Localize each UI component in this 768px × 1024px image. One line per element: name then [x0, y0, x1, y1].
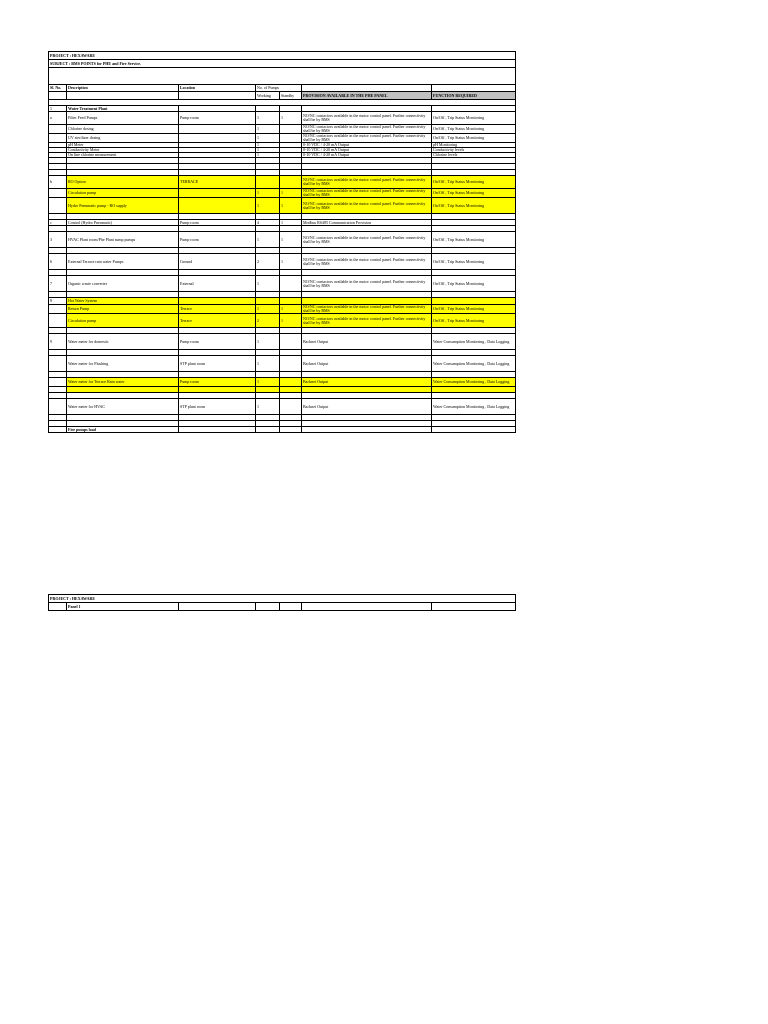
header-function: FUNCTION REQUIRED [432, 92, 516, 100]
row-working: 1 [256, 125, 280, 134]
row-slno: 6 [49, 254, 67, 270]
table-row [49, 232, 516, 248]
row-provision [302, 427, 432, 433]
table-row [49, 305, 516, 314]
row-provision: Backnet Output [302, 334, 432, 350]
spacer-row [49, 68, 516, 85]
row-description: On line chlorine measurement [67, 153, 179, 158]
row-description: Fire pumps load [67, 427, 179, 433]
row-slno [49, 198, 67, 214]
row-standby [280, 334, 302, 350]
row-location [179, 427, 256, 433]
row-location: Pump room [179, 220, 256, 226]
row-working: 1 [256, 143, 280, 148]
row-working: 1 [256, 276, 280, 292]
row-location: Pump room [179, 112, 256, 125]
row-standby: 1 [280, 254, 302, 270]
row-slno [49, 356, 67, 372]
row-location: Pump room [179, 232, 256, 248]
row-description: Water meter for HVAC [67, 399, 179, 415]
row-standby: 1 [280, 232, 302, 248]
row-location: TERRACE [179, 176, 256, 189]
panel-row [49, 603, 516, 611]
row-location: STP plant room [179, 399, 256, 415]
row-function: Conductivity levels [432, 148, 516, 153]
row-slno: b [49, 176, 67, 189]
row-working: 2 [256, 254, 280, 270]
project-title: PROJECT : HEXAWARE [49, 52, 516, 60]
row-standby [280, 378, 302, 387]
row-description: Water Treatment Plant [67, 106, 179, 112]
row-function: On/Off , Trip Status Monitoring [432, 198, 516, 214]
row-standby [280, 125, 302, 134]
subject-row [49, 60, 516, 68]
subheader-row [49, 92, 516, 100]
row-slno [49, 305, 67, 314]
row-function: On/Off , Trip Status Monitoring [432, 254, 516, 270]
row-standby [280, 356, 302, 372]
row-slno [49, 134, 67, 143]
row-provision [302, 298, 432, 305]
row-working: 1 [256, 399, 280, 415]
row-location [179, 125, 256, 134]
row-description: Water meter for Flushing [67, 356, 179, 372]
row-provision: NO/NC contactors available in the motor control panel. Further connectivity shall be by BMS [302, 314, 432, 328]
subject-title: SUBJECT : BMS POINTS for PHE and Fire Service. [49, 60, 516, 68]
row-working: 2 [256, 314, 280, 328]
row-standby [280, 176, 302, 189]
table-row [49, 427, 516, 433]
row-slno [49, 399, 67, 415]
row-slno: c [49, 220, 67, 226]
row-function: On/Off , Trip Status Monitoring [432, 276, 516, 292]
project-row [49, 52, 516, 60]
row-function: pH Monitoring [432, 143, 516, 148]
table-row [49, 298, 516, 305]
row-working: 1 [256, 198, 280, 214]
row-function: On/Off , Trip Status Monitoring [432, 125, 516, 134]
row-working [256, 176, 280, 189]
table-row [49, 378, 516, 387]
row-provision: Backnet Output [302, 378, 432, 387]
header-pumps: No. of Pumps [256, 85, 302, 92]
table-row [49, 125, 516, 134]
row-standby: 1 [280, 189, 302, 198]
row-provision: Modbus RS485 Communication Provision [302, 220, 432, 226]
row-location [179, 189, 256, 198]
row-slno: 7 [49, 276, 67, 292]
row-working: 1 [256, 112, 280, 125]
row-description: UV sterilizer dosing [67, 134, 179, 143]
row-working [256, 427, 280, 433]
header-working: Working [256, 92, 280, 100]
row-function: On/Off , Trip Status Monitoring [432, 189, 516, 198]
row-description: Control (Hydro Pneumatic) [67, 220, 179, 226]
row-standby: 1 [280, 305, 302, 314]
row-description: Organic waste converter [67, 276, 179, 292]
row-working: 1 [256, 305, 280, 314]
row-description: Water meter for Terrace Rain water [67, 378, 179, 387]
row-function [432, 298, 516, 305]
row-description: pH Meter [67, 143, 179, 148]
row-location: Ground [179, 254, 256, 270]
row-description: Return Pump [67, 305, 179, 314]
row-description: Hydro Pneumatic pump - RO supply [67, 198, 179, 214]
row-slno [49, 314, 67, 328]
table-row [49, 334, 516, 350]
row-slno [49, 189, 67, 198]
row-description: RO Option [67, 176, 179, 189]
row-working: 1 [256, 378, 280, 387]
row-description: Filter Feed Pumps [67, 112, 179, 125]
row-provision: NO/NC contactors available in the motor control panel. Further connectivity shall be by BMS [302, 254, 432, 270]
table-row [49, 356, 516, 372]
table-row [49, 176, 516, 189]
row-slno [49, 378, 67, 387]
row-provision: 0-10 VDC / 4-20 mA Output [302, 148, 432, 153]
row-location [179, 134, 256, 143]
bms-points-sheet [48, 51, 516, 433]
row-provision: 0-10 VDC / 4-20 mA Output [302, 143, 432, 148]
row-standby: 1 [280, 198, 302, 214]
header-standby: Standby [280, 92, 302, 100]
row-location [179, 198, 256, 214]
table-row [49, 198, 516, 214]
row-provision: NO/NC contactors available in the motor control panel. Further connectivity shall be by BMS [302, 276, 432, 292]
row-working: 1 [256, 134, 280, 143]
header-row [49, 85, 516, 92]
row-provision: NO/NC contactors available in the motor control panel. Further connectivity shall be by BMS [302, 134, 432, 143]
row-standby [280, 134, 302, 143]
row-function: Water Consumption Monitoring , Data Logging [432, 356, 516, 372]
row-standby [280, 399, 302, 415]
row-slno: 1 [49, 106, 67, 112]
row-function: Water Consumption Monitoring , Data Logging [432, 399, 516, 415]
header-location: Location [179, 85, 256, 92]
row-slno [49, 125, 67, 134]
row-location: STP plant room [179, 356, 256, 372]
row-location: Pump room [179, 378, 256, 387]
panel-sheet [48, 594, 516, 611]
row-function: Water Consumption Monitoring , Data Logging [432, 378, 516, 387]
row-working: 1 [256, 189, 280, 198]
row-slno: a [49, 112, 67, 125]
row-standby [280, 298, 302, 305]
row-function: On/Off , Trip Status Monitoring [432, 305, 516, 314]
row-working: 4 [256, 220, 280, 226]
row-provision: NO/NC contactors available in the motor control panel. Further connectivity shall be by BMS [302, 112, 432, 125]
row-function: On/Off , Trip Status Monitoring [432, 176, 516, 189]
project-row [49, 595, 516, 603]
table-row [49, 254, 516, 270]
row-working: 1 [256, 153, 280, 158]
row-standby: 1 [280, 112, 302, 125]
row-working: 1 [256, 232, 280, 248]
table-row [49, 112, 516, 125]
row-function [432, 427, 516, 433]
row-provision: Backnet Output [302, 399, 432, 415]
row-description: Circulation pump [67, 314, 179, 328]
row-working [256, 298, 280, 305]
table-row [49, 134, 516, 143]
row-slno: 8 [49, 298, 67, 305]
row-standby [280, 427, 302, 433]
row-location: Pump room [179, 334, 256, 350]
row-slno [49, 427, 67, 433]
data-rows [49, 106, 516, 433]
header-slno: Sl. No. [49, 85, 67, 92]
row-function: On/Off , Trip Status Monitoring [432, 314, 516, 328]
row-description: HVAC Plant room/Phe Plant sump pumps [67, 232, 179, 248]
row-description: Chlorine dosing [67, 125, 179, 134]
row-location: Terrace [179, 314, 256, 328]
row-standby [280, 276, 302, 292]
row-standby: 1 [280, 220, 302, 226]
row-location [179, 298, 256, 305]
row-provision: NO/NC contactors available in the motor control panel. Further connectivity shall be by BMS [302, 176, 432, 189]
panel-label: Panel 1 [67, 603, 179, 611]
table-row [49, 276, 516, 292]
table-row [49, 314, 516, 328]
row-working: 1 [256, 356, 280, 372]
row-provision: 0-10 VDC / 4-20 mA Output [302, 153, 432, 158]
row-location: Terrace [179, 305, 256, 314]
row-standby: 1 [280, 314, 302, 328]
row-description: Circulation pump [67, 189, 179, 198]
row-provision: NO/NC contactors available in the motor control panel. Further connectivity shall be by BMS [302, 198, 432, 214]
row-function: Water Consumption Monitoring , Data Logging [432, 334, 516, 350]
table-row [49, 399, 516, 415]
row-function: On/Off , Trip Status Monitoring [432, 232, 516, 248]
row-provision: NO/NC contactors available in the motor control panel. Further connectivity shall be by BMS [302, 125, 432, 134]
row-description: Hot Water System [67, 298, 179, 305]
row-description: Conductivity Meter [67, 148, 179, 153]
row-function: On/Off , Trip Status Monitoring [432, 112, 516, 125]
row-slno: 3 [49, 232, 67, 248]
project-title-2: PROJECT : HEXAWARE [49, 595, 516, 603]
row-working: 1 [256, 148, 280, 153]
row-function: On/Off , Trip Status Monitoring [432, 134, 516, 143]
row-provision: NO/NC contactors available in the motor control panel. Further connectivity shall be by BMS [302, 305, 432, 314]
row-provision: Backnet Output [302, 356, 432, 372]
row-working: 1 [256, 334, 280, 350]
row-location: External [179, 276, 256, 292]
row-function: Chlorine levels [432, 153, 516, 158]
header-provision: PROVISION AVAILABLE IN THE PHE PANEL [302, 92, 432, 100]
row-slno: 9 [49, 334, 67, 350]
row-provision: NO/NC contactors available in the motor control panel. Further connectivity shall be by BMS [302, 189, 432, 198]
row-provision: NO/NC contactors available in the motor control panel. Further connectivity shall be by BMS [302, 232, 432, 248]
row-description: Water meter for domestic [67, 334, 179, 350]
table-row [49, 189, 516, 198]
header-description: Description [67, 85, 179, 92]
row-description: External Terrace rain water Pumps [67, 254, 179, 270]
